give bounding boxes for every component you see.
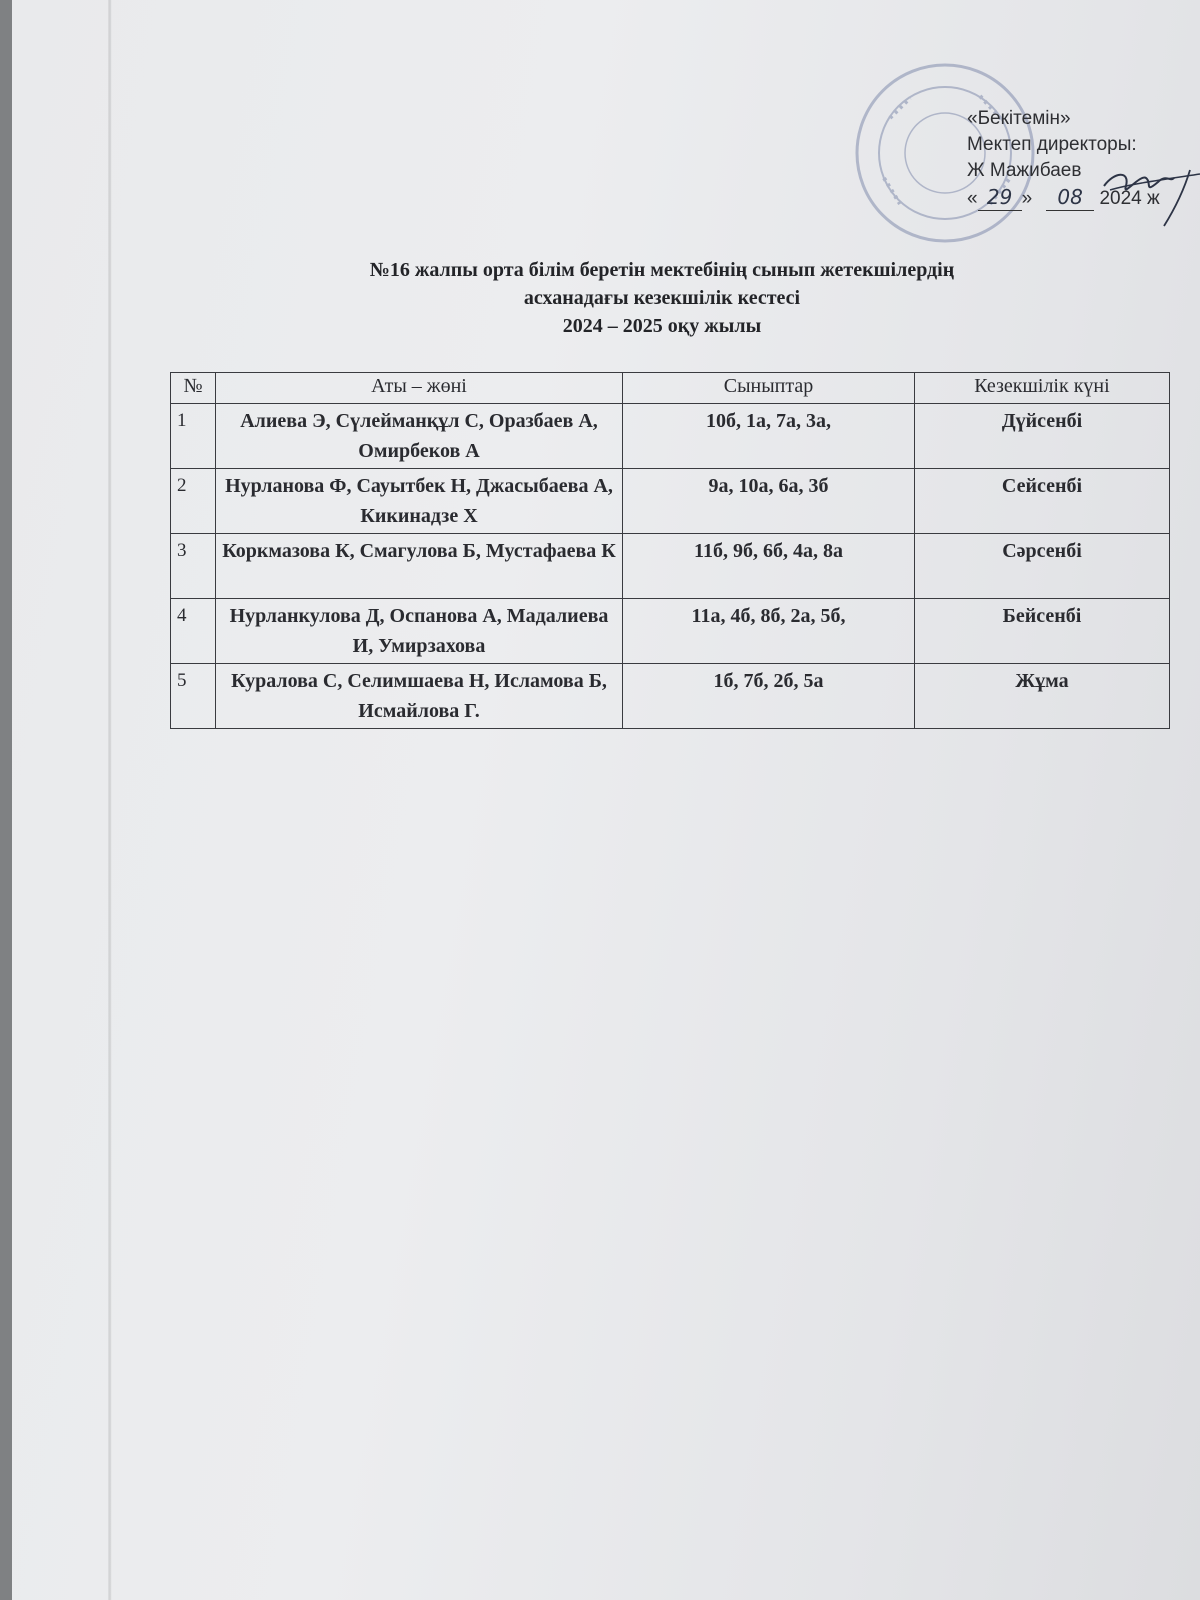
table-row [171,469,1170,534]
row-classes: 11а, 4б, 8б, 2а, 5б, [623,599,915,664]
table-row [171,534,1170,599]
row-names: Коркмазова К, Смагулова Б, Мустафаева К [216,534,623,599]
row-names: Нурланкулова Д, Оспанова А, Мадалиева И, Умирзахова [216,599,623,664]
date-year: 2024 ж [1099,188,1160,209]
row-number: 2 [171,469,216,534]
row-number: 5 [171,664,216,729]
row-classes: 10б, 1а, 7а, 3а, [623,404,915,469]
row-number: 4 [171,599,216,664]
director-name: Ж Мажибаев [967,160,1082,181]
table-row [171,599,1170,664]
row-names: Нурланова Ф, Сауытбек Н, Джасыбаева А, Кикинадзе Х [216,469,623,534]
date-open-quote: « [967,188,978,209]
table-header-row [171,373,1170,404]
date-month: 08 [1046,184,1094,211]
document-title [172,256,1152,340]
title-line-2: асханадағы кезекшілік кестесі [523,287,801,309]
header-number: № [171,373,216,404]
paper-fold-shadow [108,0,112,1600]
director-position: Мектеп директоры: [967,134,1137,155]
table-row [171,404,1170,469]
date-close-quote: » [1021,188,1033,209]
row-names: Алиева Э, Сүлейманқұл С, Оразбаев А, Омирбеков А [216,404,623,469]
title-line-1: №16 жалпы орта білім беретін мектебінің сынып жетекшілердің [369,259,955,281]
row-names: Куралова С, Селимшаева Н, Исламова Б, Исмайлова Г. [216,664,623,729]
row-duty-day: Бейсенбі [915,599,1170,664]
header-names: Аты – жөні [216,373,623,404]
header-classes: Сыныптар [623,373,915,404]
row-classes: 11б, 9б, 6б, 4а, 8а [623,534,915,599]
row-classes: 1б, 7б, 2б, 5а [623,664,915,729]
row-duty-day: Жұма [915,664,1170,729]
row-number: 3 [171,534,216,599]
duty-schedule-table [170,372,1170,729]
row-number: 1 [171,404,216,469]
date-day: 29 [978,184,1022,211]
director-signature [1100,160,1200,230]
row-classes: 9а, 10а, 6а, 3б [623,469,915,534]
document-page [12,0,1200,1600]
row-duty-day: Сейсенбі [915,469,1170,534]
title-line-3: 2024 – 2025 оқу жылы [562,315,762,337]
table-row [171,664,1170,729]
row-duty-day: Дүйсенбі [915,404,1170,469]
approval-title: «Бекітемін» [967,108,1071,129]
row-duty-day: Сәрсенбі [915,534,1170,599]
header-duty-day: Кезекшілік күні [915,373,1170,404]
